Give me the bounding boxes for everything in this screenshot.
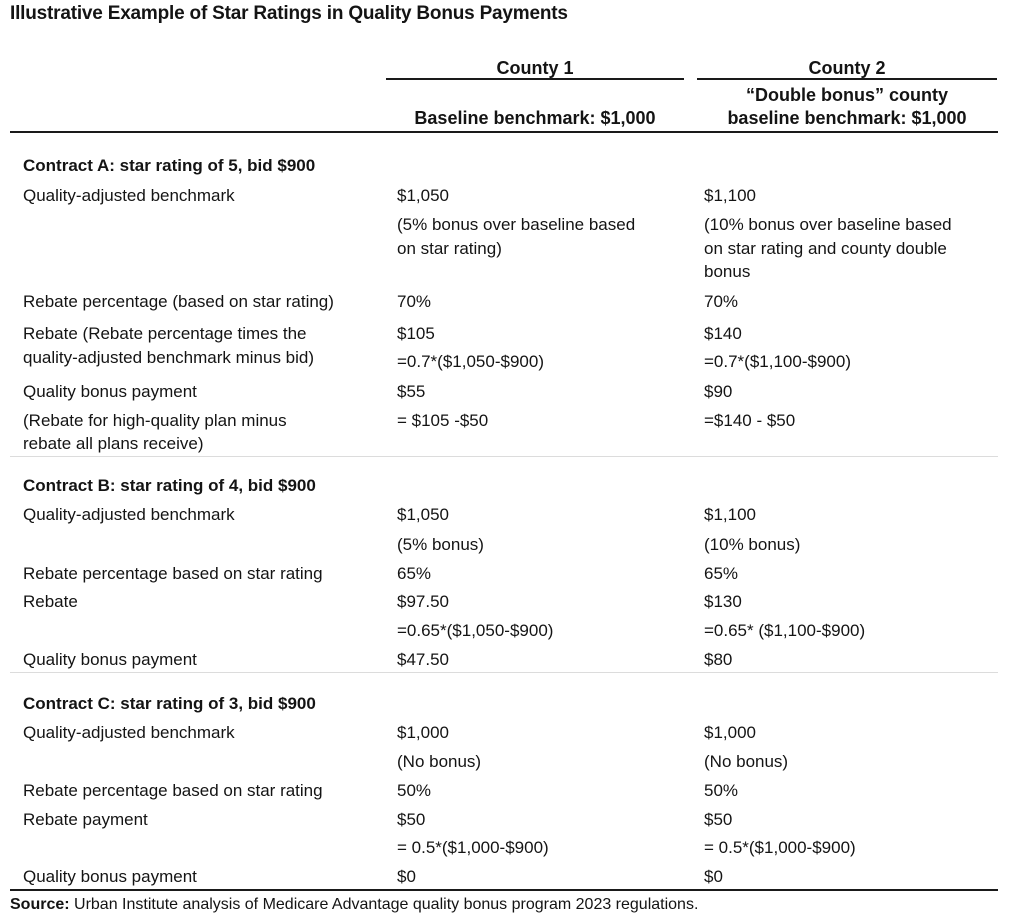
row-county-1-value: 65% <box>397 564 432 583</box>
row-county-2-value: $80 <box>704 650 733 669</box>
row-county-1-value: 50% <box>397 781 432 800</box>
row-label: Rebate (Rebate percentage times the <box>23 324 307 343</box>
row-label: Quality bonus payment <box>23 867 197 886</box>
row-county-1-value: $105 <box>397 324 435 343</box>
row-label: rebate all plans receive) <box>23 434 204 453</box>
row-label: quality-adjusted benchmark minus bid) <box>23 348 315 367</box>
row-county-2-value: 65% <box>704 564 739 583</box>
table-title: Illustrative Example of Star Ratings in Quality Bonus Payments <box>10 3 568 24</box>
row-county-1-value: (No bonus) <box>397 752 482 771</box>
row-county-1-value: $55 <box>397 382 426 401</box>
source-note <box>10 896 698 914</box>
row-label: Quality bonus payment <box>23 382 197 401</box>
row-county-2-value: on star rating and county double <box>704 239 947 258</box>
row-county-1-value: =0.65*($1,050-$900) <box>397 621 554 640</box>
source-label: Source: <box>10 896 70 913</box>
row-county-2-value: $1,100 <box>704 505 756 524</box>
row-county-2-value: $1,000 <box>704 723 756 742</box>
section-divider <box>10 456 998 457</box>
row-county-1-value: = $105 -$50 <box>397 411 489 430</box>
row-county-1-value: =0.7*($1,050-$900) <box>397 352 544 371</box>
row-county-1-value: $47.50 <box>397 650 449 669</box>
row-label: Rebate percentage (based on star rating) <box>23 292 334 311</box>
row-county-2-value: (10% bonus over baseline based <box>704 215 952 234</box>
county-1-header-rule <box>386 78 684 80</box>
header-bottom-rule <box>10 131 998 133</box>
row-county-2-value: =$140 - $50 <box>704 411 796 430</box>
county-1-header: County 1 <box>496 58 574 78</box>
section-divider <box>10 672 998 673</box>
county-2-header: County 2 <box>808 58 886 78</box>
row-label: Rebate percentage based on star rating <box>23 781 323 800</box>
county-2-benchmark-line-1: “Double bonus” county <box>746 85 948 105</box>
row-label: Rebate payment <box>23 810 148 829</box>
row-county-1-value: $1,000 <box>397 723 449 742</box>
row-label: Rebate percentage based on star rating <box>23 564 323 583</box>
row-county-2-value: 70% <box>704 292 739 311</box>
row-county-1-value: $50 <box>397 810 426 829</box>
row-county-2-value: (10% bonus) <box>704 535 801 554</box>
row-county-2-value: $140 <box>704 324 742 343</box>
row-county-1-value: (5% bonus over baseline based <box>397 215 636 234</box>
row-county-2-value: 50% <box>704 781 739 800</box>
row-label: Quality-adjusted benchmark <box>23 723 235 742</box>
row-label: (Rebate for high-quality plan minus <box>23 411 287 430</box>
row-county-1-value: 70% <box>397 292 432 311</box>
row-county-1-value: (5% bonus) <box>397 535 484 554</box>
table-bottom-rule <box>10 889 998 891</box>
section-header-contract-b: Contract B: star rating of 4, bid $900 <box>23 476 316 495</box>
row-county-1-value: = 0.5*($1,000-$900) <box>397 838 549 857</box>
row-county-2-value: =0.7*($1,100-$900) <box>704 352 851 371</box>
row-county-2-value: $50 <box>704 810 733 829</box>
row-county-2-value: $0 <box>704 867 723 886</box>
row-county-1-value: $1,050 <box>397 186 449 205</box>
row-county-2-value: = 0.5*($1,000-$900) <box>704 838 856 857</box>
section-header-contract-a: Contract A: star rating of 5, bid $900 <box>23 156 316 175</box>
row-label: Quality-adjusted benchmark <box>23 186 235 205</box>
county-2-header-rule <box>697 78 997 80</box>
row-county-1-value: $0 <box>397 867 416 886</box>
section-header-contract-c: Contract C: star rating of 3, bid $900 <box>23 694 316 713</box>
row-label: Quality-adjusted benchmark <box>23 505 235 524</box>
row-county-2-value: $90 <box>704 382 733 401</box>
row-county-2-value: bonus <box>704 262 751 281</box>
row-label: Rebate <box>23 592 78 611</box>
row-county-2-value: =0.65* ($1,100-$900) <box>704 621 866 640</box>
county-2-benchmark-line-2: baseline benchmark: $1,000 <box>727 108 967 128</box>
row-county-2-value: (No bonus) <box>704 752 789 771</box>
source-text: Urban Institute analysis of Medicare Advantage quality bonus program 2023 regulations. <box>69 896 699 913</box>
row-county-1-value: $97.50 <box>397 592 449 611</box>
row-county-2-value: $130 <box>704 592 742 611</box>
county-1-benchmark: Baseline benchmark: $1,000 <box>414 108 656 128</box>
row-county-2-value: $1,100 <box>704 186 756 205</box>
row-county-1-value: $1,050 <box>397 505 449 524</box>
row-label: Quality bonus payment <box>23 650 197 669</box>
row-county-1-value: on star rating) <box>397 239 502 258</box>
